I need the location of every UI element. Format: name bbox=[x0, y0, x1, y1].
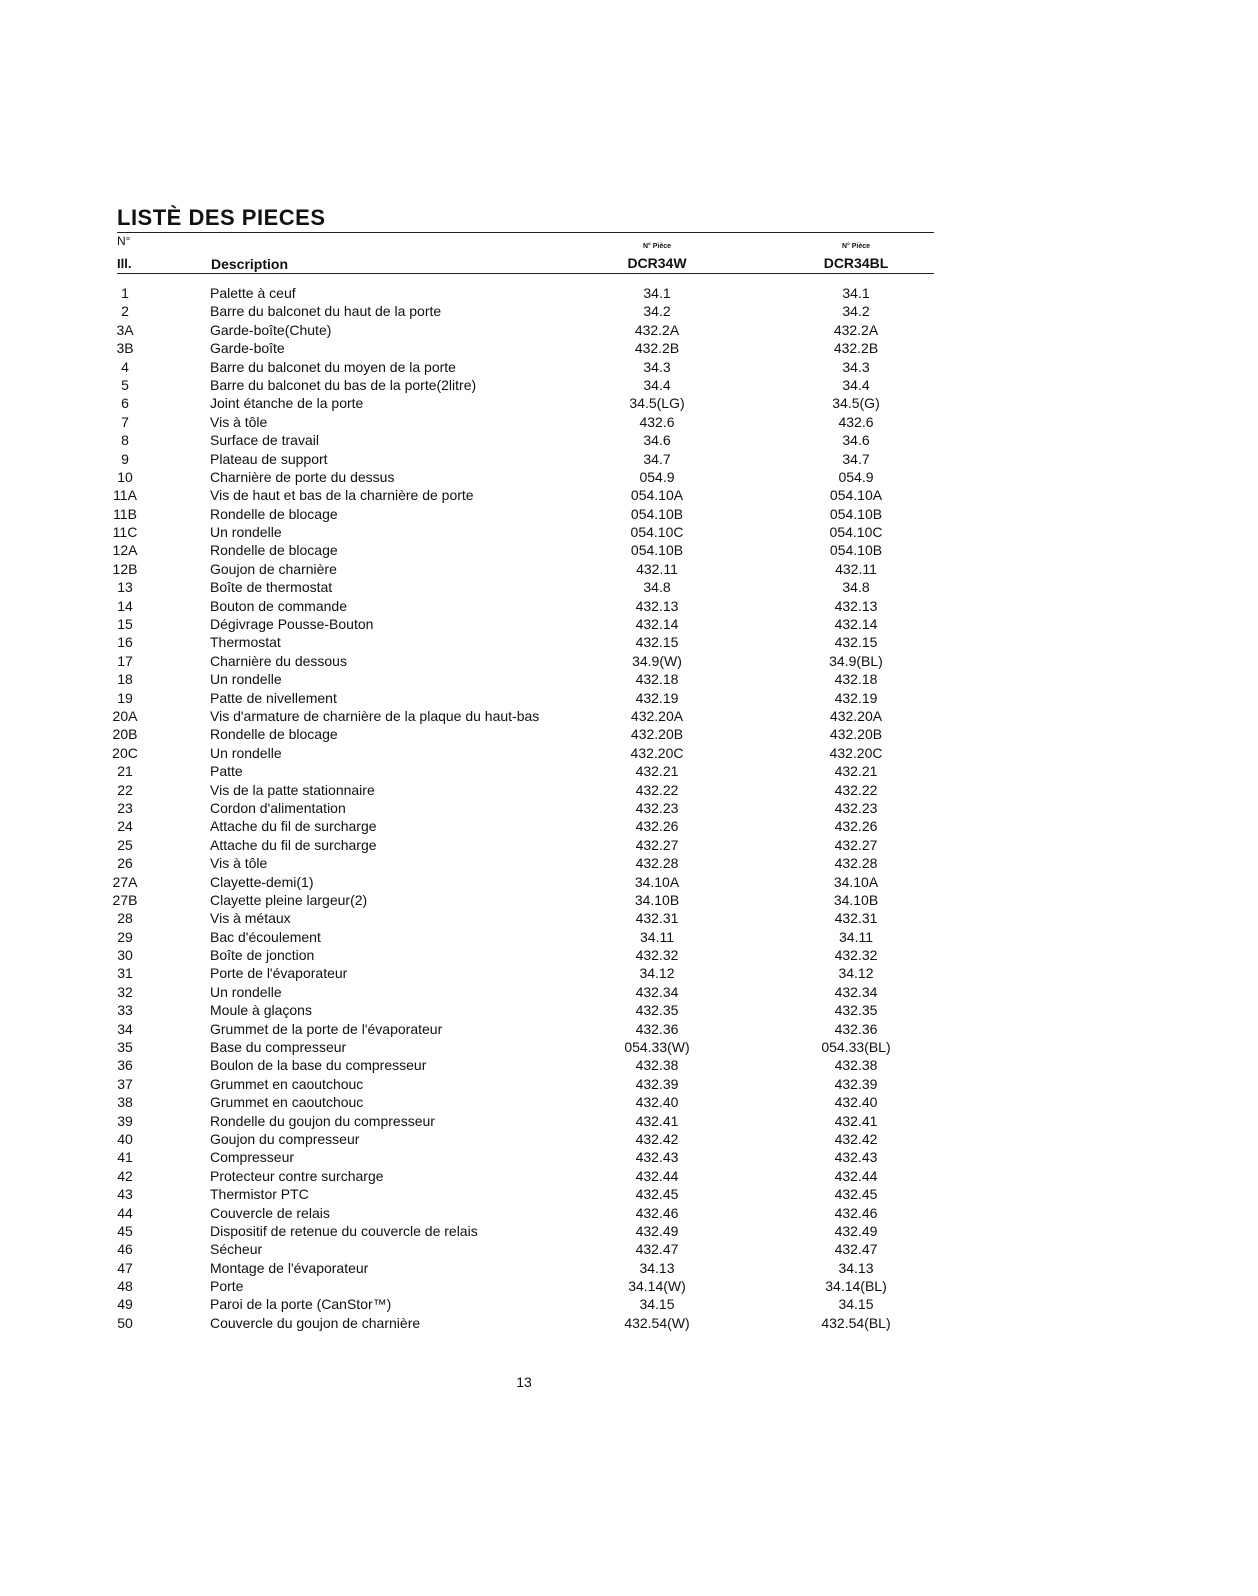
part-code-dcr34bl: 34.6 bbox=[842, 432, 870, 449]
part-code-dcr34w: 432.20A bbox=[630, 707, 684, 724]
table-row bbox=[0, 1001, 1258, 1019]
table-row bbox=[0, 817, 1258, 835]
part-description: Dégivrage Pousse-Bouton bbox=[210, 616, 374, 633]
part-number-ill: 48 bbox=[117, 1278, 133, 1295]
part-number-ill: 49 bbox=[117, 1296, 133, 1313]
part-code-dcr34w: 054.10B bbox=[630, 542, 684, 559]
part-code-dcr34w: 34.6 bbox=[643, 432, 671, 449]
part-number-ill: 33 bbox=[117, 1002, 133, 1019]
part-description: Vis d'armature de charnière de la plaque du haut-bas bbox=[210, 707, 540, 724]
part-code-dcr34bl: 432.42 bbox=[834, 1130, 878, 1147]
part-code-dcr34w: 432.20C bbox=[630, 744, 684, 761]
part-number-ill: 8 bbox=[121, 432, 129, 449]
part-number-ill: 43 bbox=[117, 1186, 133, 1203]
part-description: Goujon de charnière bbox=[210, 560, 337, 577]
part-code-dcr34w: 054.10A bbox=[630, 487, 684, 504]
table-row bbox=[0, 1240, 1258, 1258]
table-row bbox=[0, 1259, 1258, 1277]
part-description: Charnière du dessous bbox=[210, 652, 347, 669]
table-row bbox=[0, 450, 1258, 468]
part-number-ill: 13 bbox=[117, 579, 133, 596]
part-code-dcr34w: 432.39 bbox=[635, 1075, 679, 1092]
part-description: Boîte de thermostat bbox=[210, 579, 333, 596]
part-number-ill: 42 bbox=[117, 1167, 133, 1184]
part-code-dcr34bl: 432.47 bbox=[834, 1241, 878, 1258]
part-code-dcr34bl: 34.15 bbox=[838, 1296, 874, 1313]
part-code-dcr34w: 34.9(W) bbox=[632, 652, 682, 669]
part-code-dcr34w: 432.42 bbox=[635, 1130, 679, 1147]
part-code-dcr34w: 34.3 bbox=[643, 358, 671, 375]
part-number-ill: 31 bbox=[117, 965, 133, 982]
table-row bbox=[0, 964, 1258, 982]
part-code-dcr34w: 432.43 bbox=[635, 1149, 679, 1166]
part-code-dcr34bl: 432.34 bbox=[834, 983, 878, 1000]
table-row bbox=[0, 799, 1258, 817]
part-code-dcr34w: 432.23 bbox=[635, 799, 679, 816]
part-number-ill: 39 bbox=[117, 1112, 133, 1129]
table-row bbox=[0, 1148, 1258, 1166]
part-code-dcr34bl: 054.33(BL) bbox=[821, 1039, 891, 1056]
part-number-ill: 24 bbox=[117, 818, 133, 835]
table-row bbox=[0, 670, 1258, 688]
part-code-dcr34bl: 432.28 bbox=[834, 855, 878, 872]
part-code-dcr34bl: 432.41 bbox=[834, 1112, 878, 1129]
part-number-ill: 27A bbox=[112, 873, 138, 890]
header-top-rule bbox=[117, 232, 934, 233]
part-number-ill: 3B bbox=[116, 340, 134, 357]
table-row bbox=[0, 762, 1258, 780]
table-row bbox=[0, 633, 1258, 651]
part-number-ill: 10 bbox=[117, 468, 133, 485]
part-code-dcr34w: 432.2A bbox=[634, 321, 680, 338]
part-code-dcr34bl: 34.3 bbox=[842, 358, 870, 375]
part-code-dcr34bl: 432.39 bbox=[834, 1075, 878, 1092]
part-code-dcr34w: 054.9 bbox=[639, 468, 675, 485]
part-code-dcr34w: 34.5(LG) bbox=[629, 395, 685, 412]
part-code-dcr34w: 432.49 bbox=[635, 1222, 679, 1239]
part-number-ill: 20C bbox=[112, 744, 138, 761]
table-row bbox=[0, 541, 1258, 559]
part-code-dcr34bl: 432.6 bbox=[838, 413, 874, 430]
part-description: Patte de nivellement bbox=[210, 689, 337, 706]
part-description: Vis à tôle bbox=[210, 855, 268, 872]
part-description: Garde-boîte(Chute) bbox=[210, 321, 332, 338]
part-description: Un rondelle bbox=[210, 744, 282, 761]
table-row bbox=[0, 946, 1258, 964]
table-row bbox=[0, 431, 1258, 449]
table-row bbox=[0, 1222, 1258, 1240]
part-code-dcr34bl: 054.10C bbox=[829, 524, 883, 541]
part-description: Vis à tôle bbox=[210, 413, 268, 430]
table-row bbox=[0, 284, 1258, 302]
part-number-ill: 4 bbox=[121, 358, 129, 375]
part-number-ill: 6 bbox=[121, 395, 129, 412]
table-row bbox=[0, 873, 1258, 891]
part-code-dcr34bl: 34.10B bbox=[833, 891, 879, 908]
part-number-ill: 5 bbox=[121, 376, 129, 393]
part-code-dcr34bl: 432.26 bbox=[834, 818, 878, 835]
part-number-ill: 11A bbox=[113, 487, 137, 504]
part-code-dcr34w: 054.10C bbox=[630, 524, 684, 541]
part-code-dcr34bl: 054.10B bbox=[829, 542, 883, 559]
table-row bbox=[0, 321, 1258, 339]
part-code-dcr34w: 34.1 bbox=[643, 285, 671, 301]
part-description: Bac d'écoulement bbox=[210, 928, 321, 945]
part-description: Porte de l'évaporateur bbox=[210, 965, 348, 982]
part-number-ill: 3A bbox=[116, 321, 134, 338]
part-number-ill: 26 bbox=[117, 855, 133, 872]
table-row bbox=[0, 1112, 1258, 1130]
part-description: Cordon d'alimentation bbox=[210, 799, 346, 816]
part-number-ill: 23 bbox=[117, 799, 133, 816]
part-description: Bouton de commande bbox=[210, 597, 347, 614]
part-number-ill: 15 bbox=[117, 616, 133, 633]
part-code-dcr34w: 34.12 bbox=[639, 965, 675, 982]
part-code-dcr34bl: 432.40 bbox=[834, 1094, 878, 1111]
part-description: Couvercle du goujon de charnière bbox=[210, 1314, 421, 1331]
part-number-ill: 36 bbox=[117, 1057, 133, 1074]
part-description: Palette à ceuf bbox=[210, 285, 296, 301]
part-code-dcr34w: 432.41 bbox=[635, 1112, 679, 1129]
table-row bbox=[0, 1295, 1258, 1313]
part-code-dcr34bl: 054.10A bbox=[829, 487, 883, 504]
table-row bbox=[0, 523, 1258, 541]
part-code-dcr34bl: 34.8 bbox=[842, 579, 870, 596]
table-row bbox=[0, 1056, 1258, 1074]
part-code-dcr34w: 34.10A bbox=[634, 873, 680, 890]
part-code-dcr34bl: 432.46 bbox=[834, 1204, 878, 1221]
part-code-dcr34w: 432.2B bbox=[634, 340, 680, 357]
part-code-dcr34w: 432.47 bbox=[635, 1241, 679, 1258]
table-row bbox=[0, 486, 1258, 504]
part-description: Porte bbox=[210, 1278, 244, 1295]
part-number-ill: 11B bbox=[113, 505, 137, 522]
part-description: Un rondelle bbox=[210, 983, 282, 1000]
part-description: Thermostat bbox=[210, 634, 281, 651]
part-code-dcr34bl: 054.10B bbox=[829, 505, 883, 522]
part-description: Clayette-demi(1) bbox=[210, 873, 314, 890]
part-code-dcr34w: 34.15 bbox=[639, 1296, 675, 1313]
part-code-dcr34bl: 432.18 bbox=[834, 671, 878, 688]
part-description: Sécheur bbox=[210, 1241, 263, 1258]
part-code-dcr34w: 34.11 bbox=[640, 928, 674, 945]
table-row bbox=[0, 891, 1258, 909]
part-number-ill: 38 bbox=[117, 1094, 133, 1111]
part-description: Dispositif de retenue du couvercle de relais bbox=[210, 1222, 478, 1239]
part-code-dcr34bl: 432.22 bbox=[834, 781, 878, 798]
part-number-ill: 17 bbox=[117, 652, 133, 669]
part-description: Garde-boîte bbox=[210, 340, 285, 357]
table-row bbox=[0, 578, 1258, 596]
part-description: Moule à glaçons bbox=[210, 1002, 312, 1019]
part-description: Base du compresseur bbox=[210, 1039, 347, 1056]
part-code-dcr34w: 432.35 bbox=[635, 1002, 679, 1019]
table-row bbox=[0, 928, 1258, 946]
part-code-dcr34w: 34.10B bbox=[634, 891, 680, 908]
part-description: Clayette pleine largeur(2) bbox=[210, 891, 368, 908]
part-number-ill: 22 bbox=[117, 781, 133, 798]
part-code-dcr34w: 34.8 bbox=[643, 579, 671, 596]
parts-list bbox=[0, 284, 1258, 1332]
part-number-ill: 19 bbox=[117, 689, 133, 706]
part-code-dcr34w: 432.34 bbox=[635, 983, 679, 1000]
part-code-dcr34w: 432.18 bbox=[635, 671, 679, 688]
part-number-ill: 30 bbox=[117, 947, 133, 964]
part-description: Thermistor PTC bbox=[210, 1186, 309, 1203]
part-description: Barre du balconet du haut de la porte bbox=[210, 303, 442, 320]
part-code-dcr34bl: 34.12 bbox=[838, 965, 874, 982]
part-description: Vis de haut et bas de la charnière de porte bbox=[210, 487, 474, 504]
part-code-dcr34bl: 432.11 bbox=[835, 560, 877, 577]
part-code-dcr34w: 432.38 bbox=[635, 1057, 679, 1074]
part-code-dcr34bl: 432.38 bbox=[834, 1057, 878, 1074]
part-code-dcr34bl: 432.15 bbox=[834, 634, 878, 651]
part-number-ill: 20A bbox=[112, 707, 138, 724]
part-number-ill: 41 bbox=[117, 1149, 133, 1166]
table-row bbox=[0, 707, 1258, 725]
table-row bbox=[0, 689, 1258, 707]
table-row bbox=[0, 1020, 1258, 1038]
part-number-ill: 9 bbox=[121, 450, 129, 467]
part-code-dcr34w: 432.15 bbox=[635, 634, 679, 651]
part-code-dcr34bl: 432.19 bbox=[834, 689, 878, 706]
part-code-dcr34bl: 432.2B bbox=[833, 340, 879, 357]
part-description: Surface de travail bbox=[210, 432, 319, 449]
header-bottom-rule bbox=[117, 273, 934, 274]
part-code-dcr34w: 432.31 bbox=[635, 910, 679, 927]
table-row bbox=[0, 744, 1258, 762]
part-number-ill: 28 bbox=[117, 910, 133, 927]
part-code-dcr34w: 432.36 bbox=[635, 1020, 679, 1037]
part-description: Vis à métaux bbox=[210, 910, 291, 927]
part-description: Couvercle de relais bbox=[210, 1204, 330, 1221]
table-row bbox=[0, 983, 1258, 1001]
part-number-ill: 35 bbox=[117, 1039, 133, 1056]
part-description: Grummet de la porte de l'évaporateur bbox=[210, 1020, 443, 1037]
table-row bbox=[0, 909, 1258, 927]
part-code-dcr34bl: 34.9(BL) bbox=[829, 652, 883, 669]
part-code-dcr34bl: 34.10A bbox=[833, 873, 879, 890]
part-description: Protecteur contre surcharge bbox=[210, 1167, 384, 1184]
part-code-dcr34bl: 432.36 bbox=[834, 1020, 878, 1037]
part-number-ill: 44 bbox=[117, 1204, 133, 1221]
part-code-dcr34w: 432.14 bbox=[635, 616, 679, 633]
part-number-ill: 34 bbox=[117, 1020, 133, 1037]
part-description: Charnière de porte du dessus bbox=[210, 468, 395, 485]
part-number-ill: 29 bbox=[117, 928, 133, 945]
part-number-ill: 32 bbox=[117, 983, 133, 1000]
part-code-dcr34bl: 432.44 bbox=[834, 1167, 878, 1184]
part-code-dcr34bl: 432.31 bbox=[834, 910, 878, 927]
table-row bbox=[0, 505, 1258, 523]
part-code-dcr34w: 432.20B bbox=[630, 726, 684, 743]
part-code-dcr34bl: 432.32 bbox=[834, 947, 878, 964]
header-description: Description bbox=[211, 256, 289, 272]
part-code-dcr34bl: 34.11 bbox=[839, 928, 873, 945]
part-code-dcr34w: 34.7 bbox=[643, 450, 671, 467]
part-number-ill: 25 bbox=[117, 836, 133, 853]
table-row bbox=[0, 1167, 1258, 1185]
table-row bbox=[0, 1185, 1258, 1203]
part-description: Attache du fil de surcharge bbox=[210, 836, 377, 853]
part-number-ill: 18 bbox=[117, 671, 133, 688]
part-code-dcr34bl: 432.27 bbox=[834, 836, 878, 853]
part-code-dcr34bl: 054.9 bbox=[838, 468, 874, 485]
part-code-dcr34w: 34.13 bbox=[639, 1259, 675, 1276]
part-number-ill: 45 bbox=[117, 1222, 133, 1239]
part-number-ill: 16 bbox=[117, 634, 133, 651]
part-number-ill: 7 bbox=[121, 413, 129, 430]
header-ill: Ill. bbox=[117, 256, 132, 271]
part-code-dcr34w: 054.10B bbox=[630, 505, 684, 522]
part-description: Rondelle du goujon du compresseur bbox=[210, 1112, 435, 1129]
header-col-a-model: DCR34W bbox=[627, 255, 687, 271]
part-code-dcr34w: 432.54(W) bbox=[624, 1314, 690, 1331]
table-row bbox=[0, 725, 1258, 743]
part-code-dcr34bl: 34.13 bbox=[838, 1259, 874, 1276]
part-code-dcr34bl: 432.43 bbox=[834, 1149, 878, 1166]
part-description: Barre du balconet du moyen de la porte bbox=[210, 358, 456, 375]
part-description: Rondelle de blocage bbox=[210, 726, 338, 743]
part-code-dcr34w: 432.28 bbox=[635, 855, 679, 872]
part-code-dcr34bl: 432.13 bbox=[834, 597, 878, 614]
part-description: Rondelle de blocage bbox=[210, 505, 338, 522]
table-row bbox=[0, 339, 1258, 357]
part-code-dcr34w: 432.6 bbox=[639, 413, 675, 430]
part-code-dcr34bl: 34.5(G) bbox=[832, 395, 880, 412]
part-description: Grummet en caoutchouc bbox=[210, 1075, 364, 1092]
part-code-dcr34w: 34.14(W) bbox=[628, 1278, 686, 1295]
table-row bbox=[0, 1075, 1258, 1093]
table-row bbox=[0, 652, 1258, 670]
part-description: Paroi de la porte (CanStor™) bbox=[210, 1296, 392, 1313]
part-code-dcr34bl: 34.2 bbox=[842, 303, 870, 320]
part-code-dcr34w: 432.27 bbox=[635, 836, 679, 853]
part-code-dcr34w: 34.2 bbox=[643, 303, 671, 320]
part-code-dcr34w: 432.44 bbox=[635, 1167, 679, 1184]
table-row bbox=[0, 836, 1258, 854]
part-number-ill: 14 bbox=[117, 597, 133, 614]
table-row bbox=[0, 560, 1258, 578]
part-code-dcr34w: 34.4 bbox=[643, 376, 671, 393]
part-number-ill: 47 bbox=[117, 1259, 133, 1276]
part-code-dcr34bl: 432.14 bbox=[834, 616, 878, 633]
part-description: Vis de la patte stationnaire bbox=[210, 781, 375, 798]
header-col-b-piece: N° Pièce bbox=[841, 243, 871, 250]
part-code-dcr34bl: 432.21 bbox=[834, 763, 878, 780]
table-row bbox=[0, 1038, 1258, 1056]
part-code-dcr34bl: 34.1 bbox=[842, 285, 870, 301]
part-description: Un rondelle bbox=[210, 524, 282, 541]
part-code-dcr34w: 432.32 bbox=[635, 947, 679, 964]
part-number-ill: 12A bbox=[112, 542, 138, 559]
part-code-dcr34w: 432.26 bbox=[635, 818, 679, 835]
part-code-dcr34w: 432.13 bbox=[635, 597, 679, 614]
part-description: Un rondelle bbox=[210, 671, 282, 688]
part-description: Plateau de support bbox=[210, 450, 328, 467]
table-row bbox=[0, 1093, 1258, 1111]
part-code-dcr34w: 432.40 bbox=[635, 1094, 679, 1111]
part-description: Goujon du compresseur bbox=[210, 1130, 360, 1147]
part-description: Joint étanche de la porte bbox=[210, 395, 364, 412]
part-code-dcr34w: 432.22 bbox=[635, 781, 679, 798]
part-code-dcr34w: 432.11 bbox=[636, 560, 678, 577]
part-description: Grummet en caoutchouc bbox=[210, 1094, 364, 1111]
page-title: LISTÈ DES PIECES bbox=[117, 205, 326, 230]
part-code-dcr34bl: 432.35 bbox=[834, 1002, 878, 1019]
table-row bbox=[0, 1204, 1258, 1222]
part-code-dcr34bl: 432.23 bbox=[834, 799, 878, 816]
part-code-dcr34bl: 432.20B bbox=[829, 726, 883, 743]
part-number-ill: 1 bbox=[121, 285, 129, 301]
part-code-dcr34bl: 432.20A bbox=[829, 707, 883, 724]
table-row bbox=[0, 1314, 1258, 1332]
part-code-dcr34bl: 432.20C bbox=[829, 744, 883, 761]
part-code-dcr34w: 432.45 bbox=[635, 1186, 679, 1203]
part-description: Boulon de la base du compresseur bbox=[210, 1057, 427, 1074]
table-row bbox=[0, 781, 1258, 799]
table-row bbox=[0, 1277, 1258, 1295]
header-col-a-piece: N° Pièce bbox=[642, 243, 672, 250]
table-row bbox=[0, 597, 1258, 615]
table-row bbox=[0, 615, 1258, 633]
part-number-ill: 40 bbox=[117, 1130, 133, 1147]
part-code-dcr34w: 054.33(W) bbox=[624, 1039, 690, 1056]
part-number-ill: 27B bbox=[112, 891, 138, 908]
part-number-ill: 11C bbox=[112, 524, 138, 541]
part-description: Montage de l'évaporateur bbox=[210, 1259, 369, 1276]
part-code-dcr34w: 432.46 bbox=[635, 1204, 679, 1221]
part-code-dcr34bl: 432.45 bbox=[834, 1186, 878, 1203]
part-code-dcr34bl: 34.14(BL) bbox=[825, 1278, 887, 1295]
part-description: Boîte de jonction bbox=[210, 947, 315, 964]
part-code-dcr34bl: 34.7 bbox=[842, 450, 870, 467]
part-description: Barre du balconet du bas de la porte(2litre) bbox=[210, 376, 477, 393]
part-code-dcr34bl: 432.54(BL) bbox=[821, 1314, 891, 1331]
part-code-dcr34bl: 432.49 bbox=[834, 1222, 878, 1239]
page-number: 13 bbox=[516, 1374, 532, 1390]
part-number-ill: 21 bbox=[117, 763, 133, 780]
part-number-ill: 50 bbox=[117, 1314, 133, 1331]
part-code-dcr34w: 432.21 bbox=[635, 763, 679, 780]
part-number-ill: 2 bbox=[121, 303, 129, 320]
part-code-dcr34w: 432.19 bbox=[635, 689, 679, 706]
part-description: Compresseur bbox=[210, 1149, 295, 1166]
table-row bbox=[0, 1130, 1258, 1148]
table-row bbox=[0, 376, 1258, 394]
part-number-ill: 20B bbox=[112, 726, 138, 743]
part-description: Attache du fil de surcharge bbox=[210, 818, 377, 835]
part-description: Rondelle de blocage bbox=[210, 542, 338, 559]
header-col-b-model: DCR34BL bbox=[823, 255, 889, 271]
part-description: Patte bbox=[210, 763, 243, 780]
part-code-dcr34bl: 34.4 bbox=[842, 376, 870, 393]
table-row bbox=[0, 413, 1258, 431]
part-number-ill: 46 bbox=[117, 1241, 133, 1258]
table-row bbox=[0, 358, 1258, 376]
table-row bbox=[0, 394, 1258, 412]
header-no: N° bbox=[117, 234, 131, 248]
table-row bbox=[0, 854, 1258, 872]
part-number-ill: 12B bbox=[112, 560, 138, 577]
table-row bbox=[0, 302, 1258, 320]
part-number-ill: 37 bbox=[117, 1075, 133, 1092]
table-row bbox=[0, 468, 1258, 486]
part-code-dcr34bl: 432.2A bbox=[833, 321, 879, 338]
